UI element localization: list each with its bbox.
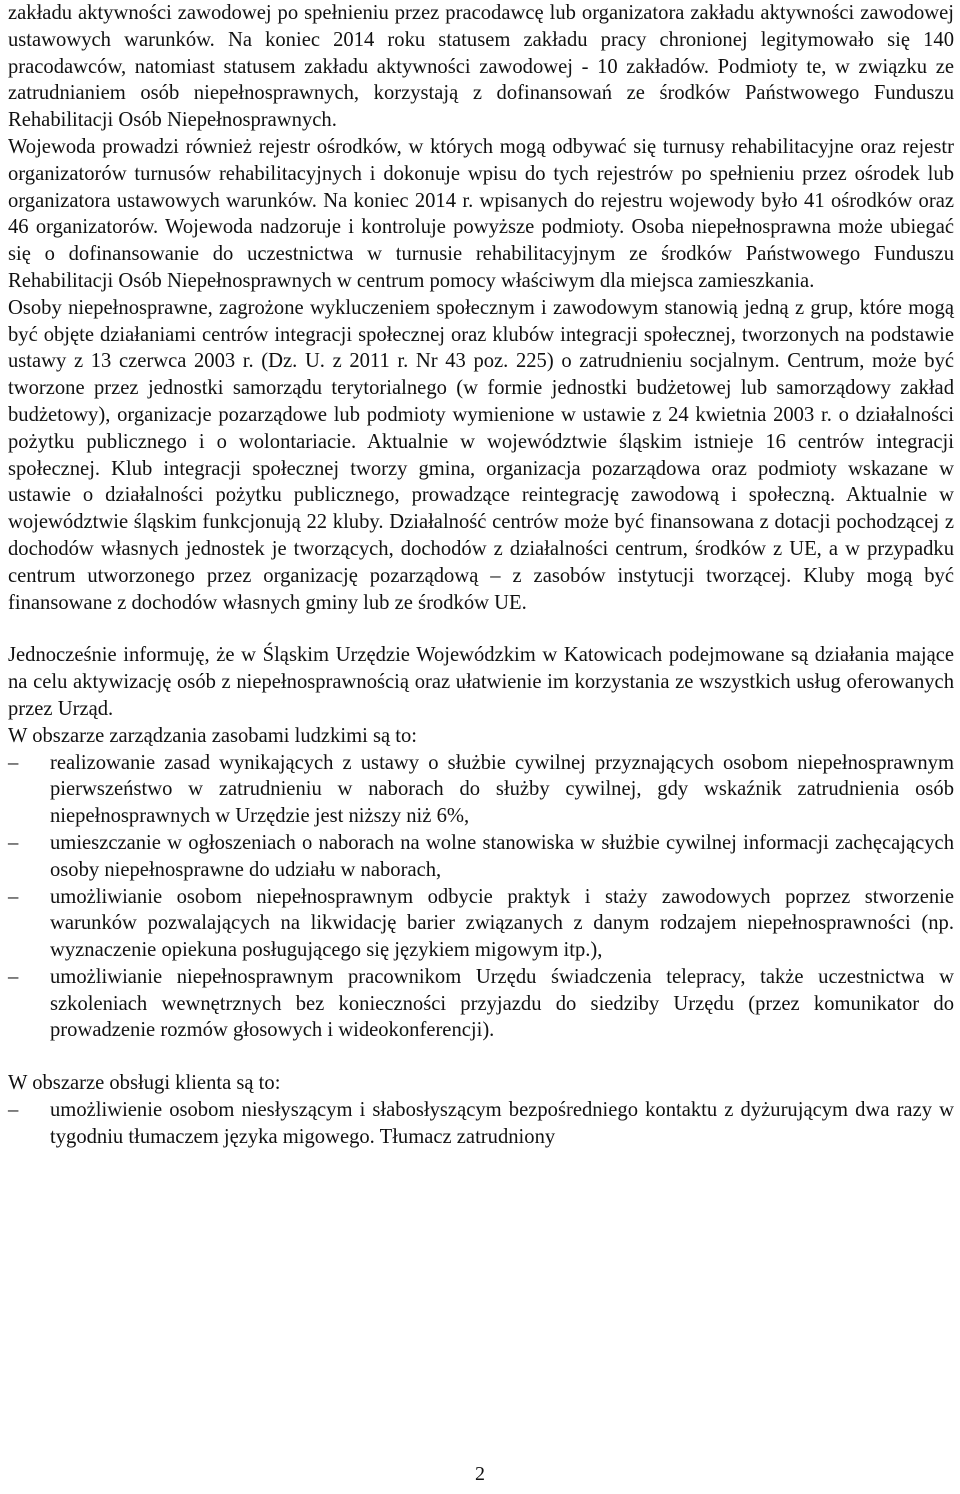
paragraph-gap	[8, 616, 954, 642]
hr-list-item: – umożliwianie osobom niepełnosprawnym odbycie praktyk i staży zawodowych poprzez stworzenie warunków pozwalających na likwidację barier związanych z danym rodzajem niepełnosprawności (np. wyznaczenie opiekuna posługującego się językiem migowym itp.),	[8, 884, 954, 964]
hr-list	[8, 750, 954, 1045]
client-section-heading: W obszarze obsługi klienta są to:	[8, 1072, 281, 1095]
paragraph-gap	[8, 1044, 954, 1070]
hr-list-item: – realizowanie zasad wynikających z ustawy o służbie cywilnej przyznających osobom niepełnosprawnym pierwszeństwo w zatrudnieniu w naborach do służby cywilnej, gdy wskaźnik zatrudnienia osób niepełnosprawnych w Urzędzie jest niższy niż 6%,	[8, 750, 954, 830]
hr-list-item: – umieszczanie w ogłoszeniach o naborach na wolne stanowiska w służbie cywilnej informacji zachęcających osoby niepełnosprawne do udziału w naborach,	[8, 830, 954, 884]
paragraph-wojewoda-register: Wojewoda prowadzi również rejestr ośrodków, w których mogą odbywać się turnusy rehabilitacyjne oraz rejestr organizatorów turnusów rehabilitacyjnych i dokonuje wpisu do tych rejestrów po spełnieniu przez ośrodek lub organizatora ustawowych warunków. Na koniec 2014 r. wpisanych do rejestru wojewody było 41 ośrodków oraz 46 organizatorów. Wojewoda nadzoruje i kontroluje powyższe podmioty. Osoba niepełnosprawna może ubiegać się o dofinansowanie do uczestnictwa w turnusie rehabilitacyjnym ze środków Państwowego Funduszu Rehabilitacji Osób Niepełnosprawnych w centrum pomocy właściwym dla miejsca zamieszkania.	[8, 135, 954, 292]
client-list-item: – umożliwienie osobom niesłyszącym i słabosłyszącym bezpośredniego kontaktu z dyżurującym dwa razy w tygodniu tłumaczem języka migowego. Tłumacz zatrudniony	[8, 1097, 954, 1151]
paragraph-integration-centers: Osoby niepełnosprawne, zagrożone wykluczeniem społecznym i zawodowym stanowią jedną z grup, które mogą być objęte działaniami centrów integracji społecznej oraz klubów integracji społecznej, tworzonych na podstawie ustawy z 13 czerwca 2003 r. (Dz. U. z 2011 r. Nr 43 poz. 225) o zatrudnieniu socjalnym. Centrum, może być tworzone przez jednostki samorządu terytorialnego (w formie jednostki budżetowej lub samorządowy zakład budżetowy), organizacje pozarządowe lub podmioty wymienione w ustawie z 24 kwietnia 2003 r. o działalności pożytku publicznego i o wolontariacie. Aktualnie w województwie śląskim istnieje 16 centrów integracji społecznej. Klub integracji społecznej tworzy gmina, organizacja pozarządowa oraz podmioty wskazane w ustawie o działalności pożytku publicznego, prowadzące reintegrację zawodową i społeczną. Aktualnie w województwie śląskim funkcjonują 22 kluby. Działalność centrów może być finansowana z dotacji pochodzącej z dochodów własnych jednostek je tworzących, dochodów z działalności centrum, środków z UE, a w przypadku centrum utworzonego przez organizację pozarządową – z zasobów instytucji tworzącej. Kluby mogą być finansowane z dochodów własnych gminy lub ze środków UE.	[8, 296, 954, 614]
hr-list-item: – umożliwianie niepełnosprawnym pracownikom Urzędu świadczenia telepracy, także uczestnictwa w szkoleniach wewnętrznych bez konieczności przyjazdu do siedziby Urzędu (przez komunikator do prowadzenie rozmów głosowych i wideokonferencji).	[8, 964, 954, 1044]
document-page	[8, 0, 954, 1151]
paragraph-office-actions: Jednocześnie informuję, że w Śląskim Urzędzie Wojewódzkim w Katowicach podejmowane są działania mające na celu aktywizację osób z niepełnosprawnością oraz ułatwienie im korzystania ze wszystkich usług oferowanych przez Urząd.	[8, 644, 954, 720]
hr-section-heading: W obszarze zarządzania zasobami ludzkimi są to:	[8, 724, 418, 747]
paragraph-zaz-status: zakładu aktywności zawodowej po spełnieniu przez pracodawcę lub organizatora zakładu aktywności zawodowej ustawowych warunków. Na koniec 2014 roku statusem zakładu pracy chronionej legitymowało się 140 pracodawców, natomiast statusem zakładu aktywności zawodowej - 10 zakładów. Podmioty te, w związku ze zatrudnianiem osób niepełnosprawnych, korzystają z dofinansowań ze środków Państwowego Funduszu Rehabilitacji Osób Niepełnosprawnych.	[8, 2, 954, 132]
page-number: 2	[475, 1463, 485, 1485]
client-list	[8, 1097, 954, 1151]
